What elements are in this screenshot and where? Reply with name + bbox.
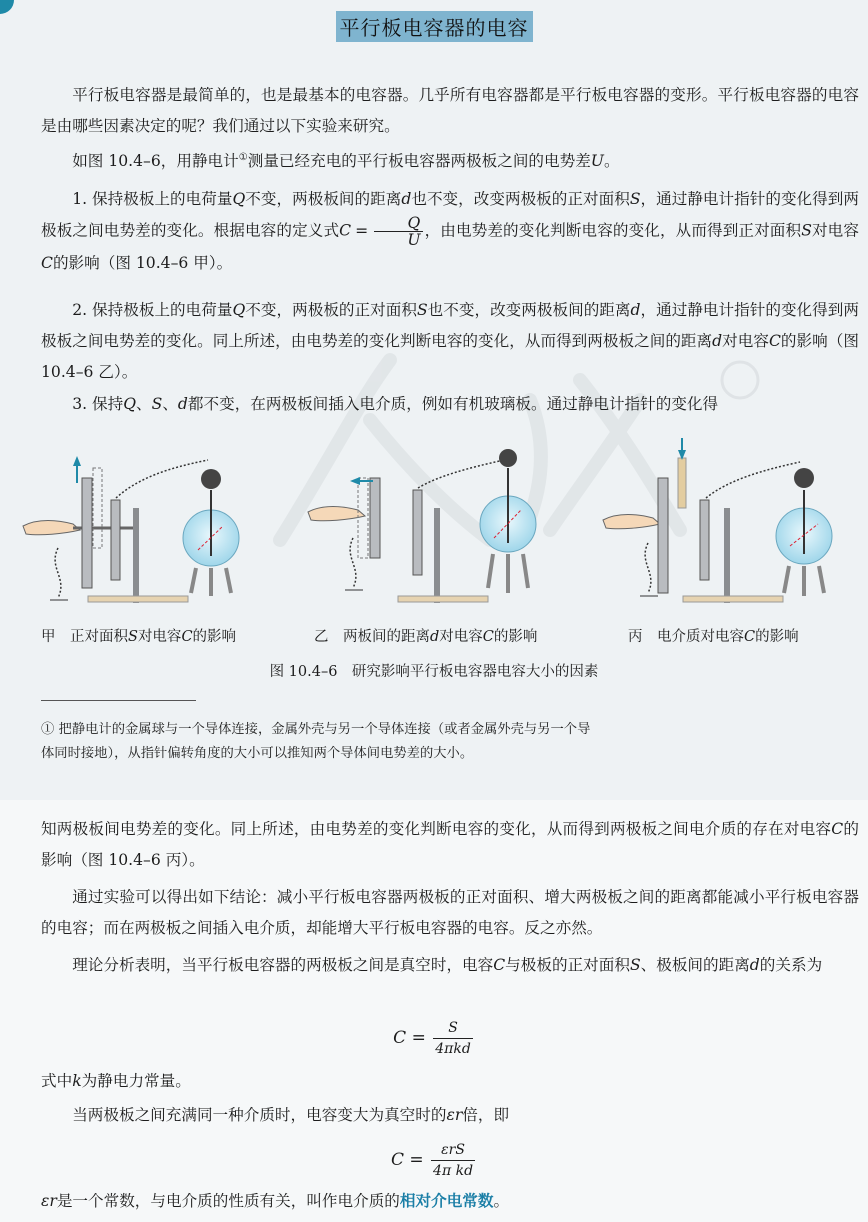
caption-bing — [628, 625, 799, 646]
text-run: 的影响 — [493, 629, 538, 645]
var-k: k — [72, 1072, 82, 1090]
caption-label: 乙 — [314, 629, 329, 645]
section-title-wrap — [0, 11, 868, 42]
fraction-denominator: U — [407, 231, 421, 249]
paragraph-conclusion: 通过实验可以得出如下结论：减小平行板电容器两极板的正对面积、增大两极板之间的距离都能减小平行板电容器的电容；而在两极板之间插入电介质，却能增大平行板电容器的电容。反之亦然。 — [41, 888, 859, 937]
fraction-denominator: 4πkd — [435, 1041, 471, 1057]
var-d: d — [177, 395, 188, 413]
fraction-numerator: S — [433, 1018, 473, 1039]
text-run: 对电容 — [137, 629, 182, 645]
footnote-divider — [41, 700, 196, 701]
paragraph-experiment-3 — [41, 389, 859, 420]
formula-fraction — [433, 1018, 473, 1059]
text-run: 1. 保持极板上的电荷量 — [72, 190, 233, 208]
text-run: 的关系为 — [759, 956, 823, 974]
text-run: 都不变，在两极板间插入电介质，例如有机玻璃板。通过静电计指针的变化得 — [187, 395, 719, 413]
var-s: S — [416, 301, 428, 319]
caption-jia — [41, 625, 236, 646]
text-run: 的影响（图 10.4–6 甲）。 — [52, 254, 233, 272]
text-run: 的影响（图 10.4–6 丙）。 — [41, 820, 859, 869]
text-run: 电介质对电容 — [657, 629, 744, 645]
text-run: ，通过静电计指针的变化得到两极板之间电势差的变化。同上所述，由电势差的变化判断电容的变化，从而得到两极板之间的距离 — [41, 301, 859, 350]
capacitance-definition-fraction — [374, 215, 422, 248]
text-run: 两板间的距离 — [343, 629, 430, 645]
paragraph-dielectric-result — [41, 814, 859, 876]
var-q: Q — [232, 301, 246, 319]
var-d: d — [430, 629, 440, 645]
var-d: d — [749, 956, 760, 974]
var-c: C — [831, 820, 844, 838]
text-run: 2. 保持极板上的电荷量 — [72, 301, 233, 319]
var-d: d — [401, 190, 412, 208]
fraction-numerator: εrS — [431, 1140, 475, 1161]
paragraph-definition — [41, 1186, 859, 1217]
setup-bing-apparatus — [603, 438, 832, 603]
caption-label: 甲 — [41, 629, 56, 645]
text-run: 。 — [493, 1192, 510, 1210]
text-run: 式中 — [41, 1072, 73, 1090]
var-c: C — [768, 332, 781, 350]
caption-yi — [314, 625, 537, 646]
var-d: d — [712, 332, 723, 350]
text-run: 是一个常数，与电介质的性质有关，叫作电介质的 — [56, 1192, 400, 1210]
figure-title: 图 10.4–6 研究影响平行板电容器电容大小的因素 — [269, 664, 599, 680]
separator: 、 — [136, 395, 152, 413]
text-run: 正对面积 — [70, 629, 128, 645]
paragraph-dielectric — [41, 1100, 859, 1131]
paragraph-intro: 平行板电容器是最简单的，也是最基本的电容器。几乎所有电容器都是平行板电容器的变形。平行板电容器的电容是由哪些因素决定的呢？我们通过以下实验来研究。 — [41, 86, 859, 135]
text-run: 、极板间的距离 — [640, 956, 750, 974]
key-term: 相对介电常数 — [399, 1192, 494, 1210]
setup-jia-apparatus — [23, 456, 239, 603]
var-s: S — [151, 395, 163, 413]
text-run: 倍，即 — [462, 1106, 510, 1124]
text-run: 为静电力常量。 — [81, 1072, 191, 1090]
section-title: 平行板电容器的电容 — [336, 11, 533, 42]
paragraph-theory — [41, 950, 859, 981]
text-run: ，通过静电计指针的变化得到两极板之间电势差的变化。根据电容的定义式 — [41, 190, 859, 240]
formula-vacuum-capacitance — [0, 1018, 868, 1059]
formula-lhs: C — [390, 1150, 404, 1170]
var-s: S — [801, 221, 812, 240]
text-run: 的影响 — [755, 629, 799, 645]
text-run: 。 — [603, 152, 620, 171]
text-run: 也不变，改变两极板间的距离 — [427, 301, 631, 319]
fraction-numerator: Q — [374, 215, 422, 232]
equals-sign: = — [406, 1028, 432, 1048]
text-run: 测量已经充电的平行板电容器两极板之间的电势差 — [247, 152, 591, 171]
text-run: 对电容 — [722, 332, 769, 350]
text-run: 的影响（图 10.4–6 乙）。 — [41, 332, 859, 381]
text-run: 的影响 — [192, 629, 237, 645]
var-c: C — [744, 629, 756, 645]
text-run: 3. 保持 — [72, 395, 124, 413]
var-c: C — [181, 629, 193, 645]
text-run: 如图 10.4–6，用静电计 — [72, 152, 239, 171]
formula-fraction — [431, 1140, 475, 1181]
text-run: ，由电势差的变化判断电容的变化，从而得到正对面积 — [424, 221, 802, 240]
text-run: 知两极板间电势差的变化。同上所述，由电势差的变化判断电容的变化，从而得到两极板之间电介质的存在对电容 — [41, 820, 832, 838]
footnote: ① 把静电计的金属球与一个导体连接，金属外壳与另一个导体连接（或者金属外壳与另一个导体同时接地），从指针偏转角度的大小可以推知两个导体间电势差的大小。 — [41, 722, 591, 761]
text-run: 当两极板之间充满同一种介质时，电容变大为真空时的 — [72, 1106, 447, 1124]
paragraph-experiment-1 — [41, 184, 859, 279]
formula-dielectric-capacitance — [0, 1140, 868, 1181]
fraction-denominator: 4π kd — [433, 1163, 474, 1179]
text-run: 对电容 — [811, 221, 859, 240]
setup-yi-apparatus — [308, 449, 536, 603]
experiment-figure — [18, 438, 868, 618]
var-c: C — [41, 254, 53, 272]
var-epsilon-r: εr — [41, 1192, 57, 1210]
paragraph-figure-ref — [41, 142, 859, 177]
var-s: S — [629, 190, 641, 208]
var-c: C — [482, 629, 494, 645]
var-q: Q — [232, 190, 246, 208]
var-d: d — [630, 301, 641, 319]
text-run: 不变，两极板间的距离 — [245, 190, 402, 208]
var-c: C — [339, 221, 352, 240]
separator: 、 — [162, 395, 178, 413]
var-q: Q — [123, 395, 137, 413]
var-u: U — [590, 152, 604, 171]
formula-lhs: C — [393, 1028, 407, 1048]
caption-label: 丙 — [628, 629, 643, 645]
var-s: S — [128, 629, 138, 645]
paragraph-constant — [41, 1066, 859, 1097]
text-run: 对电容 — [439, 629, 483, 645]
footnote-ref: ① — [238, 152, 248, 163]
text-run: 不变，两极板的正对面积 — [245, 301, 417, 319]
equals-sign: = — [355, 221, 369, 240]
var-c: C — [493, 956, 506, 974]
var-s: S — [629, 956, 641, 974]
text-run: 理论分析表明，当平行板电容器的两极板之间是真空时，电容 — [72, 956, 494, 974]
text-run: 与极板的正对面积 — [505, 956, 630, 974]
text-run: 也不变，改变两极板的正对面积 — [411, 190, 630, 208]
paragraph-experiment-2 — [41, 295, 859, 388]
equals-sign: = — [403, 1150, 430, 1170]
var-epsilon-r: εr — [446, 1106, 463, 1124]
